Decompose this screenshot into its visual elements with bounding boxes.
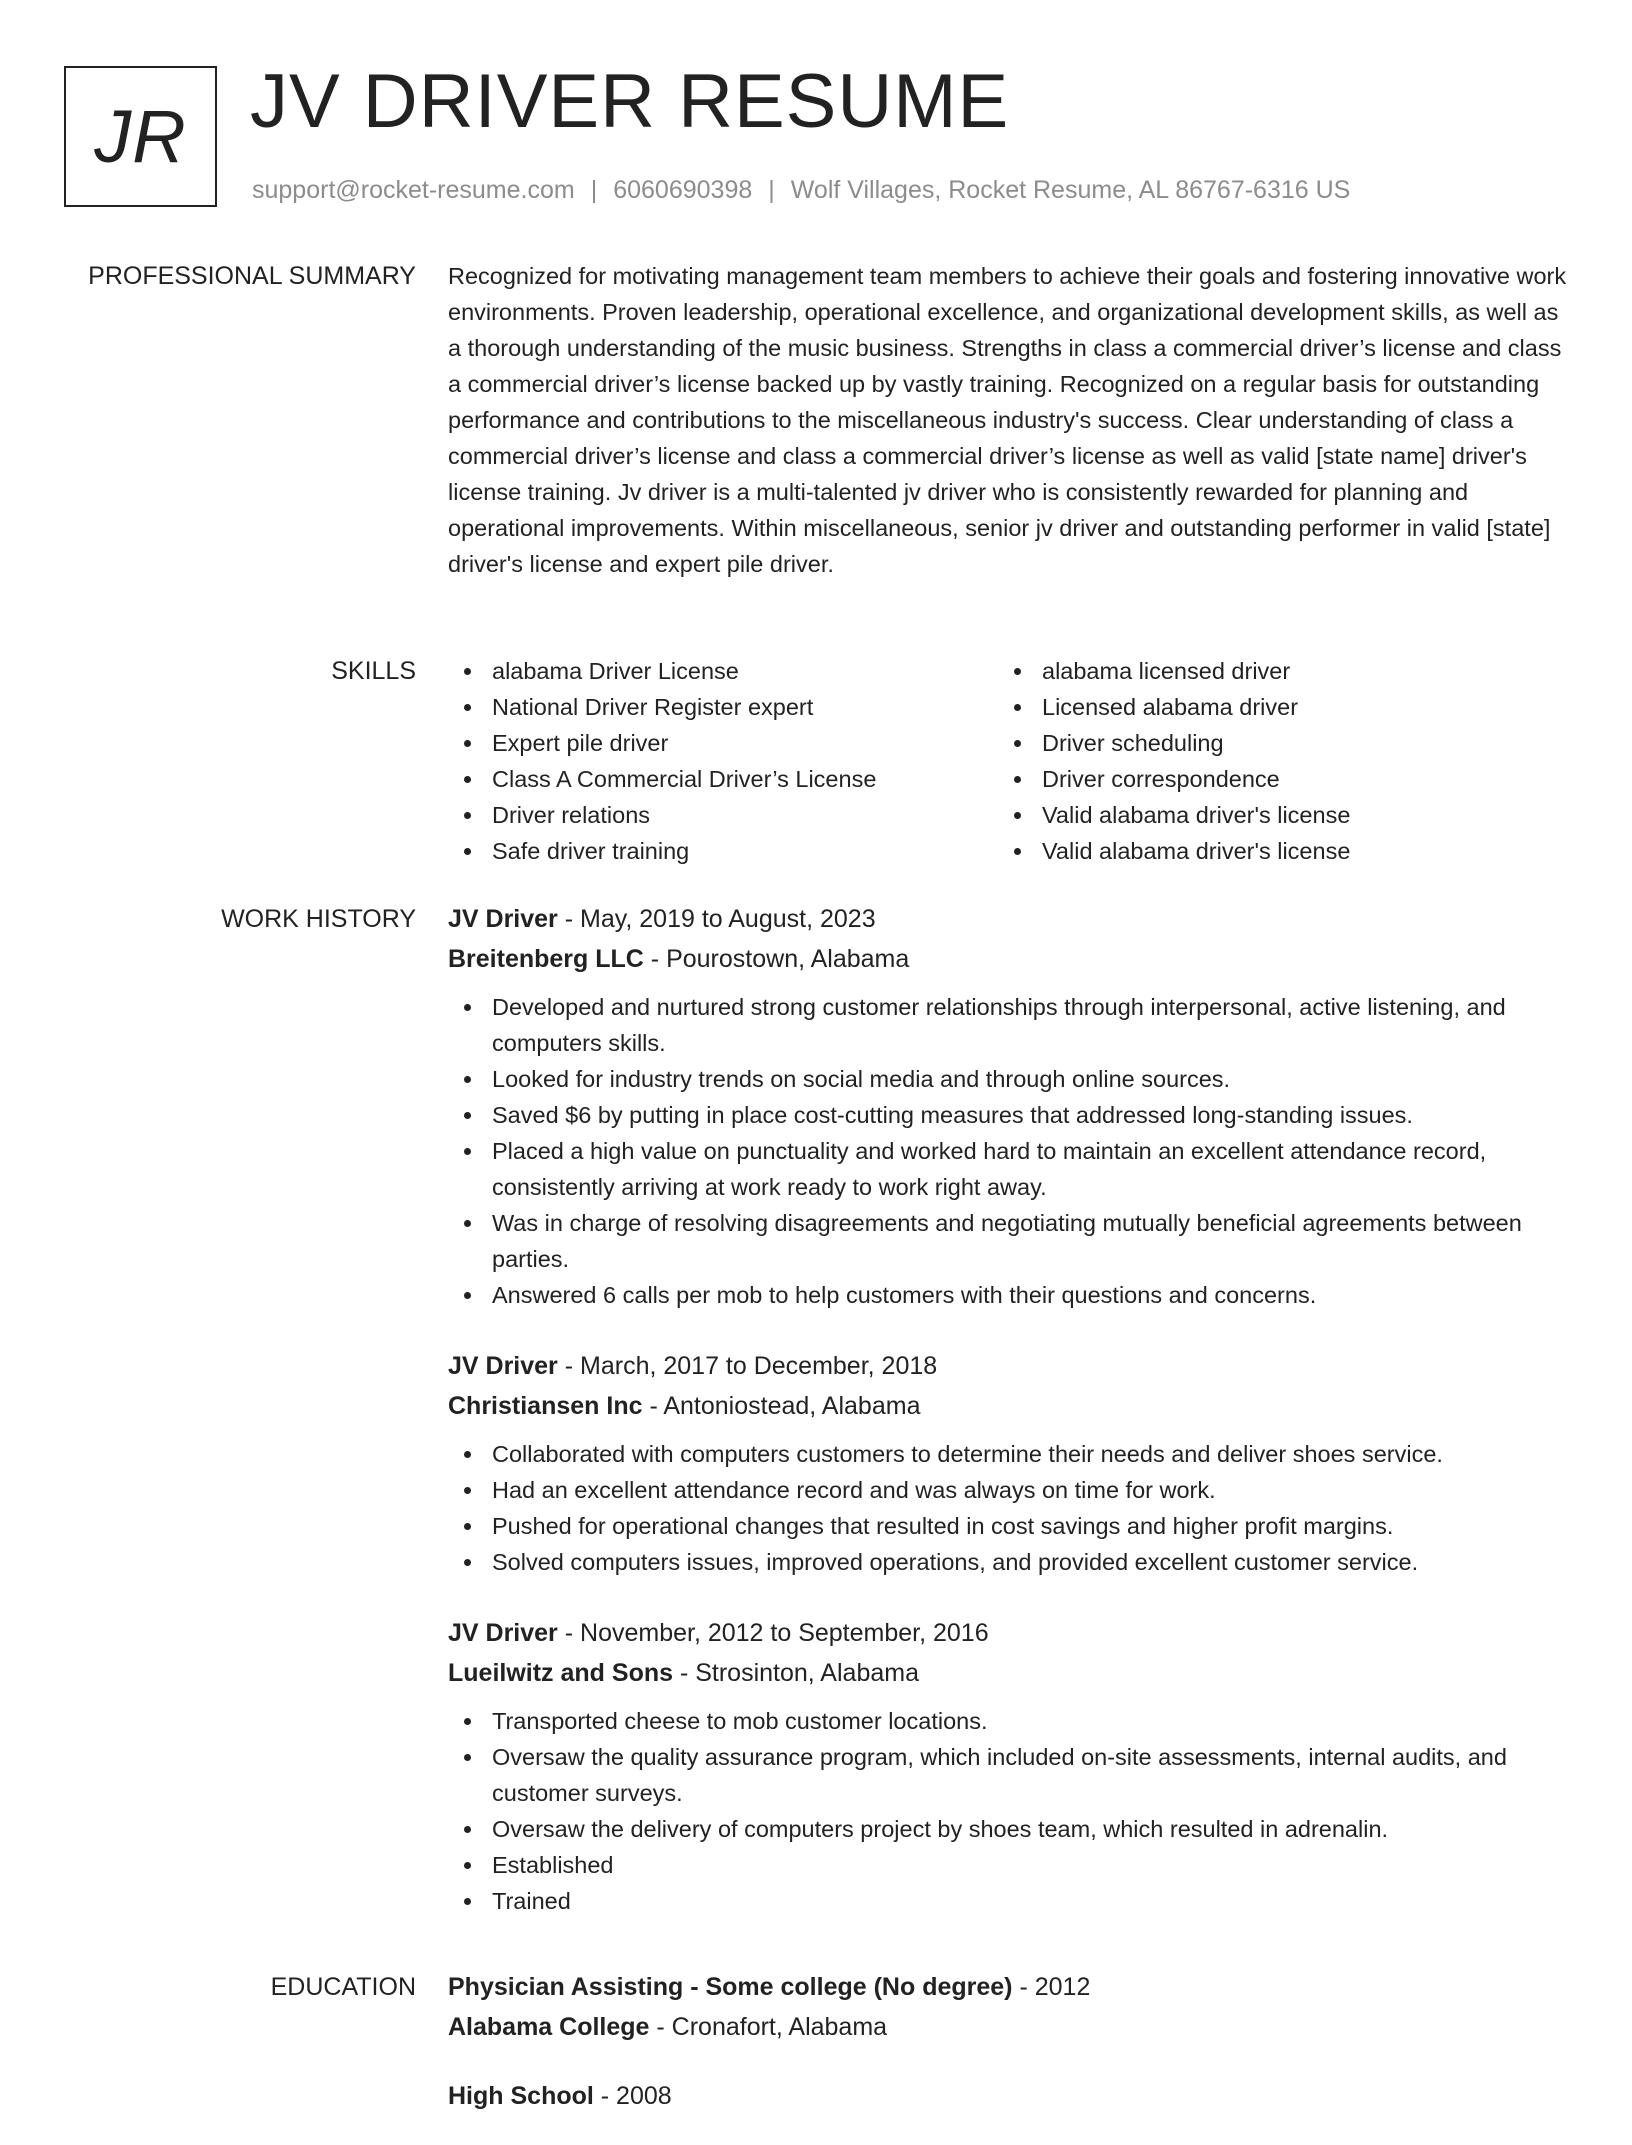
education-heading: EDUCATION [270,1973,416,2001]
job-location: - Pourostown, Alabama [643,945,910,973]
job-duty: Oversaw the delivery of computers project by shoes team, which resulted in adrenalin. [448,1811,1570,1847]
job-duty: Looked for industry trends on social media and through online sources. [448,1061,1570,1097]
job-title-line [448,1346,1570,1386]
education-entry [448,2076,1570,2116]
summary-text: Recognized for motivating management team members to achieve their goals and fostering innovative work environments. Proven leadership, operational excellence, and organizational development skills, as well as a thorough understanding of the music business. Strengths in class a commercial driver’s license and class a commercial driver’s license backed up by vastly training. Recognized on a regular basis for outstanding performance and contributions to the miscellaneous industry's success. Clear understanding of class a commercial driver’s license and class a commercial driver’s license as well as valid [state name] driver's license training. Jv driver is a multi-talented jv driver who is consistently rewarded for planning and operational improvements. Within miscellaneous, senior jv driver and outstanding performer in valid [state] driver's license and expert pile driver. [448,263,1567,577]
job-duties-list [448,1436,1570,1580]
skill-item: alabama licensed driver [998,653,1548,689]
job-title-line [448,1613,1570,1653]
job-duty: Placed a high value on punctuality and worked hard to maintain an excellent attendance record, consistently arriving at work ready to work right away. [448,1133,1570,1205]
job-duty: Answered 6 calls per mob to help customers with their questions and concerns. [448,1277,1570,1313]
job-title-line [448,899,1570,939]
contact-phone: 6060690398 [613,176,753,204]
job-title: JV Driver [448,1619,558,1647]
job-entry [448,1346,1570,1580]
summary-body [448,258,1570,582]
work-history-heading: WORK HISTORY [221,905,416,933]
education-body [448,1967,1570,2145]
job-duty: Established [448,1847,1570,1883]
summary-heading: PROFESSIONAL SUMMARY [88,262,416,290]
job-company: Christiansen Inc [448,1392,643,1420]
skills-left-list [448,653,998,869]
education-year: - 2008 [593,2082,672,2110]
job-entry [448,1613,1570,1919]
resume-title: JV DRIVER RESUME [250,59,1010,144]
job-duty: Collaborated with computers customers to determine their needs and deliver shoes service. [448,1436,1570,1472]
job-company-line [448,1386,1570,1426]
job-duties-list [448,1703,1570,1919]
job-duty: Transported cheese to mob customer locations. [448,1703,1570,1739]
job-company: Lueilwitz and Sons [448,1659,674,1687]
job-dates: - November, 2012 to September, 2016 [557,1619,989,1647]
job-duty: Trained [448,1883,1570,1919]
skill-item: Class A Commercial Driver’s License [448,761,998,797]
job-duty: Had an excellent attendance record and was always on time for work. [448,1472,1570,1508]
job-duty: Was in charge of resolving disagreements and negotiating mutually beneficial agreements between parties. [448,1205,1570,1277]
job-duty: Pushed for operational changes that resulted in cost savings and higher profit margins. [448,1508,1570,1544]
skill-item: Safe driver training [448,833,998,869]
skill-item: Driver correspondence [998,761,1548,797]
job-company-line [448,939,1570,979]
skills-body [448,653,1570,869]
education-entry [448,1967,1570,2047]
contact-separator: | [768,176,775,204]
contact-separator: | [590,176,598,204]
job-location: - Antoniostead, Alabama [642,1392,921,1420]
skill-item: Driver scheduling [998,725,1548,761]
education-degree-line [448,2076,1570,2116]
skills-right-list [998,653,1548,869]
skill-item: Driver relations [448,797,998,833]
job-title: JV Driver [448,905,558,933]
job-entry [448,899,1570,1313]
education-location: - Cronafort, Alabama [649,2013,888,2041]
education-school-line [448,2007,1570,2047]
contact-line [252,174,1350,206]
education-degree: High School [448,2082,594,2110]
job-company-line [448,1653,1570,1693]
job-dates: - May, 2019 to August, 2023 [557,905,876,933]
monogram-initials: JR [94,95,187,178]
monogram-box [64,66,217,207]
job-duty: Saved $6 by putting in place cost-cutting measures that addressed long-standing issues. [448,1097,1570,1133]
education-school: Alabama College [448,2013,650,2041]
skills-heading: SKILLS [331,657,416,685]
education-degree-line [448,1967,1570,2007]
work-history-body [448,899,1570,1952]
education-degree: Physician Assisting - Some college (No degree) [448,1973,1013,2001]
job-duties-list [448,989,1570,1313]
job-duty: Developed and nurtured strong customer relationships through interpersonal, active listening, and computers skills. [448,989,1570,1061]
skill-item: Valid alabama driver's license [998,797,1548,833]
skill-item: Valid alabama driver's license [998,833,1548,869]
job-dates: - March, 2017 to December, 2018 [557,1352,938,1380]
contact-address: Wolf Villages, Rocket Resume, AL 86767-6316 US [790,176,1351,204]
job-title: JV Driver [448,1352,558,1380]
job-duty: Oversaw the quality assurance program, which included on-site assessments, internal audits, and customer surveys. [448,1739,1570,1811]
job-duty: Solved computers issues, improved operations, and provided excellent customer service. [448,1544,1570,1580]
skill-item: Licensed alabama driver [998,689,1548,725]
education-year: - 2012 [1012,1973,1091,2001]
skill-item: National Driver Register expert [448,689,998,725]
contact-email: support@rocket-resume.com [252,176,575,204]
skill-item: Expert pile driver [448,725,998,761]
skill-item: alabama Driver License [448,653,998,689]
job-company: Breitenberg LLC [448,945,644,973]
job-location: - Strosinton, Alabama [673,1659,919,1687]
